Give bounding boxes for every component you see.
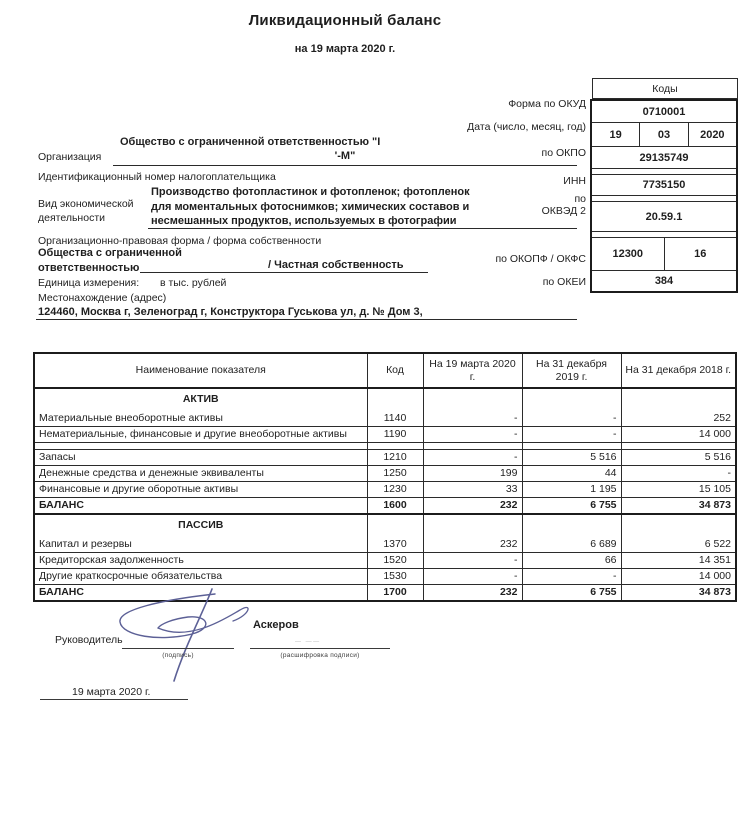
table-row	[34, 552, 736, 568]
table-row	[34, 481, 736, 497]
row-value-2018-cell: 252	[621, 388, 736, 426]
row-name-cell	[34, 514, 367, 552]
activity-line2: для моментальных фотоснимков; химических составов и	[151, 200, 470, 213]
activity-line3: несмешанных продуктов, используемых в фотографии	[151, 215, 457, 227]
row-value-2020-cell: 232	[423, 497, 522, 514]
row-value-2019-cell: 66	[522, 552, 621, 568]
unit-value: в тыс. рублей	[160, 277, 227, 289]
title-block	[0, 12, 690, 55]
codes-header-cell: Коды	[592, 78, 738, 99]
row-value-2019-cell: -	[522, 426, 621, 442]
row-name: Запасы	[39, 450, 76, 463]
row-value-2019-cell: 1 195	[522, 481, 621, 497]
balance-table	[33, 352, 737, 602]
date-month-cell: 03	[640, 123, 688, 146]
row-name-cell	[34, 481, 367, 497]
row-name: Другие краткосрочные обязательства	[39, 569, 223, 582]
section-title: АКТИВ	[182, 392, 219, 405]
leader-label: Руководитель	[55, 634, 123, 646]
okpo-label: по ОКПО	[541, 147, 586, 159]
document-title: Ликвидационный баланс	[248, 12, 442, 29]
inn-caption: Идентификационный номер налогоплательщика	[38, 171, 276, 183]
okud-label: Форма по ОКУД	[508, 98, 586, 110]
activity-label-line1: Вид экономической	[38, 198, 134, 210]
row-value-2018-cell: 14 000	[621, 426, 736, 442]
row-name: БАЛАНС	[39, 499, 84, 511]
section-title: ПАССИВ	[178, 518, 224, 531]
row-value-2019-cell: -	[522, 388, 621, 426]
row-name-cell	[34, 497, 367, 514]
table-row	[34, 497, 736, 514]
date-underline	[40, 699, 188, 700]
signature-date: 19 марта 2020 г.	[72, 686, 151, 698]
activity-underline	[148, 228, 577, 229]
table-row	[34, 426, 736, 442]
col-header-name: Наименование показателя	[34, 353, 367, 388]
row-code-cell: 1230	[367, 481, 423, 497]
row-name: БАЛАНС	[39, 586, 84, 598]
balance-table-body	[34, 388, 736, 601]
row-value-2020-cell: -	[423, 449, 522, 465]
okei-label: по ОКЕИ	[542, 276, 586, 288]
spacer-cell	[621, 442, 736, 449]
address-value: 124460, Москва г, Зеленоград г, Конструктора Гуськова ул, д. № Дом 3,	[38, 306, 423, 318]
row-value-2020-cell: -	[423, 568, 522, 584]
date-year-cell: 2020	[700, 128, 725, 141]
address-underline	[36, 319, 577, 320]
row-code-cell: 1210	[367, 449, 423, 465]
row-code-cell: 1250	[367, 465, 423, 481]
inn-label: ИНН	[563, 175, 586, 187]
row-value-2019-cell: 44	[522, 465, 621, 481]
sign-caption: (подпись)	[162, 652, 194, 659]
org-name-line2: '-М"	[334, 150, 356, 162]
row-value-2020-cell: 199	[423, 465, 522, 481]
codes-box	[590, 99, 738, 293]
table-row	[34, 568, 736, 584]
row-value-2020-cell: 232	[423, 584, 522, 601]
row-name: Материальные внеоборотные активы	[39, 411, 223, 424]
row-value-2019-cell: 6 755	[522, 497, 621, 514]
row-name: Финансовые и другие оборотные активы	[39, 482, 239, 495]
legal-form-line2: ответственностью	[38, 262, 140, 274]
row-name: Денежные средства и денежные эквиваленты	[39, 466, 264, 479]
okved-value-cell: 20.59.1	[592, 202, 736, 232]
table-row	[34, 449, 736, 465]
legal-form-caption: Организационно-правовая форма / форма собственности	[38, 235, 322, 247]
row-value-2019-cell: 6 755	[522, 584, 621, 601]
row-value-2019-cell: -	[522, 568, 621, 584]
legal-form-line1: Общества с ограниченной	[38, 247, 182, 259]
legal-form-underline	[140, 272, 428, 273]
row-name: Нематериальные, финансовые и другие внеоборотные активы	[39, 427, 347, 440]
row-name: Кредиторская задолженность	[39, 553, 184, 566]
row-code-cell: 1140	[367, 388, 423, 426]
row-value-2020-cell: 232	[423, 514, 522, 552]
row-value-2018-cell: 34 873	[621, 584, 736, 601]
org-name-line1: Общество с ограниченной ответственностью "I	[120, 136, 381, 148]
table-row	[34, 465, 736, 481]
name-caption: (расшифровка подписи)	[280, 652, 360, 659]
name-line	[250, 648, 390, 649]
row-value-2018-cell: 34 873	[621, 497, 736, 514]
spacer-row	[34, 442, 736, 449]
row-code-cell: 1370	[367, 514, 423, 552]
row-name-cell	[34, 465, 367, 481]
okfs-value-cell: 16	[694, 248, 707, 260]
row-name-cell	[34, 388, 367, 426]
okved-label-line2: ОКВЭД 2	[541, 205, 586, 217]
okud-value-cell: 0710001	[592, 101, 736, 123]
row-value-2018-cell: -	[621, 465, 736, 481]
spacer-cell	[522, 442, 621, 449]
row-code-cell: 1520	[367, 552, 423, 568]
row-value-2018-cell: 5 516	[621, 449, 736, 465]
row-name-cell	[34, 552, 367, 568]
row-value-2018-cell: 15 105	[621, 481, 736, 497]
row-name: Капитал и резервы	[39, 537, 132, 550]
col-header-2019: На 31 декабря 2019 г.	[522, 353, 621, 388]
activity-line1: Производство фотопластинок и фотопленок; фотопленок	[151, 186, 470, 198]
date-day-cell: 19	[592, 123, 640, 146]
redaction-marks: — ——	[295, 639, 321, 645]
col-header-code: Код	[367, 353, 423, 388]
col-header-2020: На 19 марта 2020 г.	[423, 353, 522, 388]
date-cells	[592, 123, 736, 147]
row-value-2019-cell: 5 516	[522, 449, 621, 465]
row-value-2020-cell: -	[423, 426, 522, 442]
document-date-subtitle: на 19 марта 2020 г.	[294, 43, 396, 55]
signature-name: Аскеров	[253, 619, 299, 631]
row-name-cell	[34, 426, 367, 442]
spacer-cell	[34, 442, 367, 449]
row-name-cell	[34, 449, 367, 465]
table-header-row	[34, 353, 736, 388]
okopf-value-cell: 12300	[592, 238, 665, 270]
org-name-underline	[113, 165, 577, 166]
row-name-cell	[34, 568, 367, 584]
signature-scribble	[100, 584, 270, 684]
row-value-2018-cell: 14 351	[621, 552, 736, 568]
org-label: Организация	[38, 151, 102, 163]
okopf-okfs-cells	[592, 238, 736, 271]
inn-value-cell: 7735150	[592, 175, 736, 196]
row-value-2020-cell: 33	[423, 481, 522, 497]
spacer-cell	[423, 442, 522, 449]
row-value-2020-cell: -	[423, 552, 522, 568]
row-value-2018-cell: 14 000	[621, 568, 736, 584]
okopf-okfs-label: по ОКОПФ / ОКФС	[495, 253, 586, 265]
row-code-cell: 1700	[367, 584, 423, 601]
unit-label: Единица измерения:	[38, 277, 140, 289]
activity-text	[151, 185, 581, 229]
row-value-2018-cell: 6 522	[621, 514, 736, 552]
row-value-2019-cell: 6 689	[522, 514, 621, 552]
col-header-2018: На 31 декабря 2018 г.	[621, 353, 736, 388]
okved-label-line1: по	[574, 193, 586, 205]
table-row	[34, 388, 736, 426]
okei-value-cell: 384	[654, 275, 674, 287]
row-value-2020-cell: -	[423, 388, 522, 426]
spacer-cell	[367, 442, 423, 449]
table-row	[34, 514, 736, 552]
date-label: Дата (число, месяц, год)	[467, 121, 586, 133]
ownership-text: / Частная собственность	[268, 259, 404, 271]
okpo-value-cell: 29135749	[592, 147, 736, 169]
row-code-cell: 1530	[367, 568, 423, 584]
address-label: Местонахождение (адрес)	[38, 292, 167, 304]
sign-line	[122, 648, 234, 649]
row-code-cell: 1600	[367, 497, 423, 514]
activity-label-line2: деятельности	[38, 212, 105, 224]
row-code-cell: 1190	[367, 426, 423, 442]
